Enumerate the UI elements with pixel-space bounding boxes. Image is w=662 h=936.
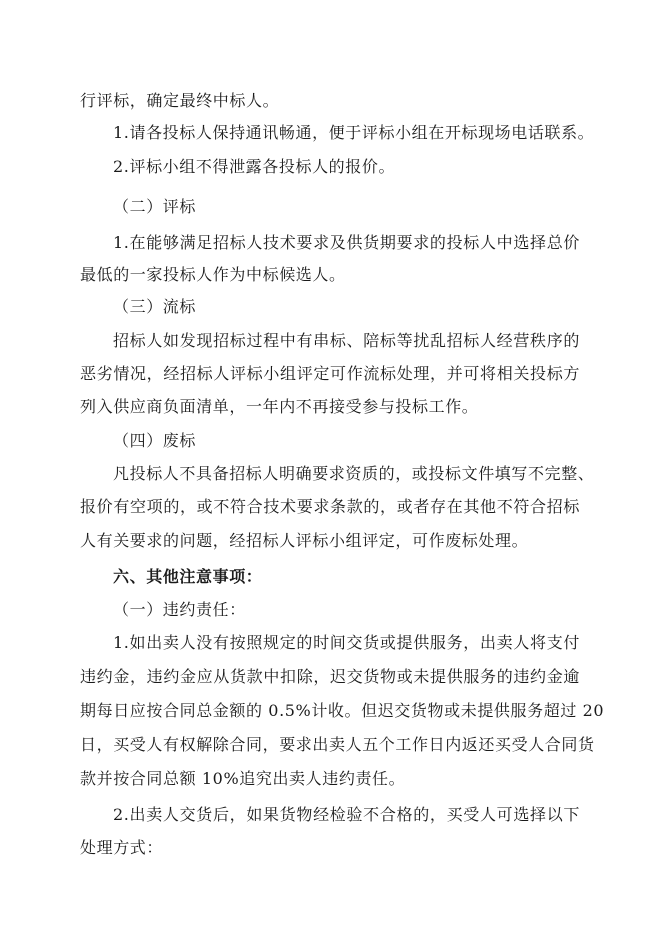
paragraph-line: 列入供应商负面清单，一年内不再接受参与投标工作。	[80, 397, 479, 416]
paragraph-line: 报价有空项的，或不符合技术要求条款的，或者存在其他不符合招标	[80, 497, 580, 516]
paragraph-line: 凡投标人不具备招标人明确要求资质的，或投标文件填写不完整、	[113, 464, 595, 483]
paragraph-line: 日，买受人有权解除合同，要求出卖人五个工作日内返还买受人合同货	[80, 735, 595, 754]
paragraph-line: 期每日应按合同总金额的 0.5%计收。但迟交货物或未提供服务超过 20	[80, 701, 605, 720]
list-item: 1.在能够满足招标人技术要求及供货期要求的投标人中选择总价	[113, 233, 580, 252]
paragraph-line: 恶劣情况，经招标人评标小组评定可作流标处理，并可将相关投标方	[80, 364, 580, 383]
section-heading: （三）流标	[113, 297, 197, 316]
paragraph-line: 人有关要求的问题，经招标人评标小组评定，可作废标处理。	[80, 531, 529, 550]
list-item: 1.请各投标人保持通讯畅通，便于评标小组在开标现场电话联系。	[113, 123, 595, 142]
section-heading: （四）废标	[113, 431, 197, 450]
list-item: 1.如出卖人没有按照规定的时间交货或提供服务，出卖人将支付	[113, 633, 580, 652]
list-item: 2.出卖人交货后，如果货物经检验不合格的，买受人可选择以下	[113, 805, 580, 824]
list-item: 2.评标小组不得泄露各投标人的报价。	[113, 157, 396, 176]
paragraph-line: 招标人如发现招标过程中有串标、陪标等扰乱招标人经营秩序的	[113, 331, 580, 350]
paragraph-line: 违约金，违约金应从货款中扣除，迟交货物或未提供服务的违约金逾	[80, 667, 580, 686]
chapter-heading: 六、其他注意事项：	[113, 567, 263, 586]
paragraph-line: 款并按合同总额 10%追究出卖人违约责任。	[80, 769, 406, 788]
paragraph-line: 行评标，确定最终中标人。	[80, 91, 280, 110]
section-heading: （二）评标	[113, 197, 197, 216]
paragraph-line: 处理方式：	[80, 838, 164, 857]
paragraph-line: 最低的一家投标人作为中标候选人。	[80, 265, 346, 284]
section-heading: （一）违约责任：	[113, 600, 246, 619]
